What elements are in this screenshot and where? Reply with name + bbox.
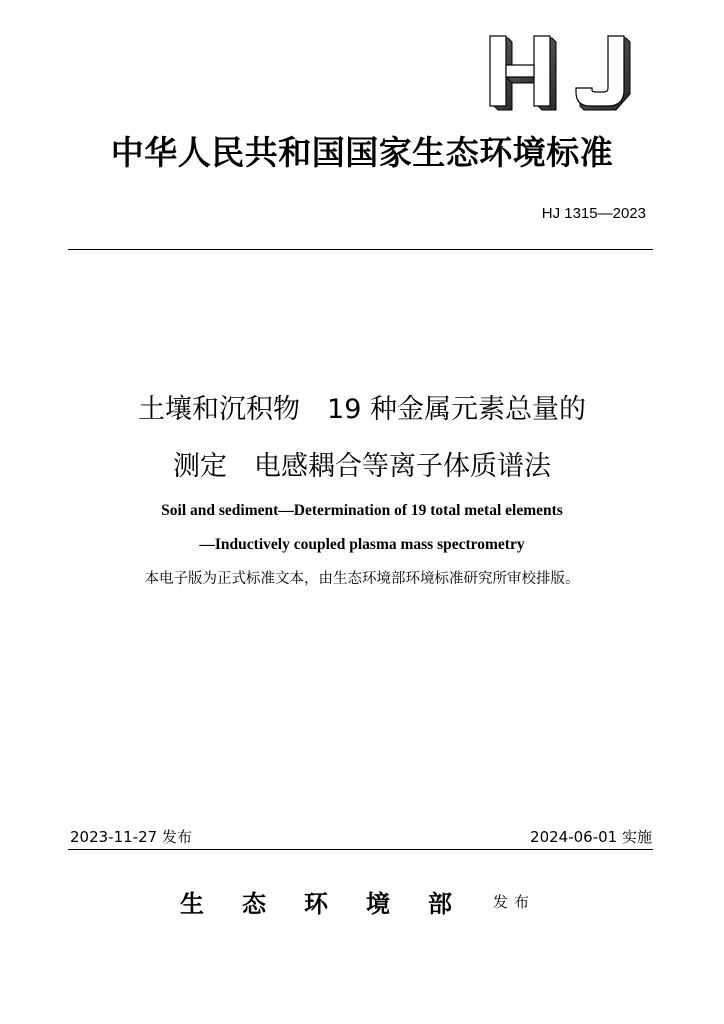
title-chinese-line-1: 土壤和沉积物 19 种金属元素总量的 — [138, 394, 586, 425]
publisher-name: 生态环境部 — [180, 889, 490, 918]
electronic-edition-note: 本电子版为正式标准文本，由生态环境部环境标准研究所审校排版。 — [144, 571, 580, 587]
title-chinese-line-2: 测定 电感耦合等离子体质谱法 — [173, 451, 551, 482]
organization-title: 中华人民共和国国家生态环境标准 — [110, 133, 614, 172]
top-divider — [68, 249, 653, 250]
effective-date: 2024-06-01 实施 — [530, 828, 652, 846]
title-english-line-1: Soil and sediment—Determination of 19 total metal elements — [161, 502, 563, 519]
standard-number: HJ 1315—2023 — [541, 205, 646, 222]
hj-logo — [484, 34, 634, 114]
publisher-action: 发布 — [493, 893, 536, 911]
bottom-divider — [68, 849, 653, 850]
issue-date: 2023-11-27 发布 — [70, 828, 192, 846]
title-english-line-2: —Inductively coupled plasma mass spectrometry — [199, 536, 525, 553]
